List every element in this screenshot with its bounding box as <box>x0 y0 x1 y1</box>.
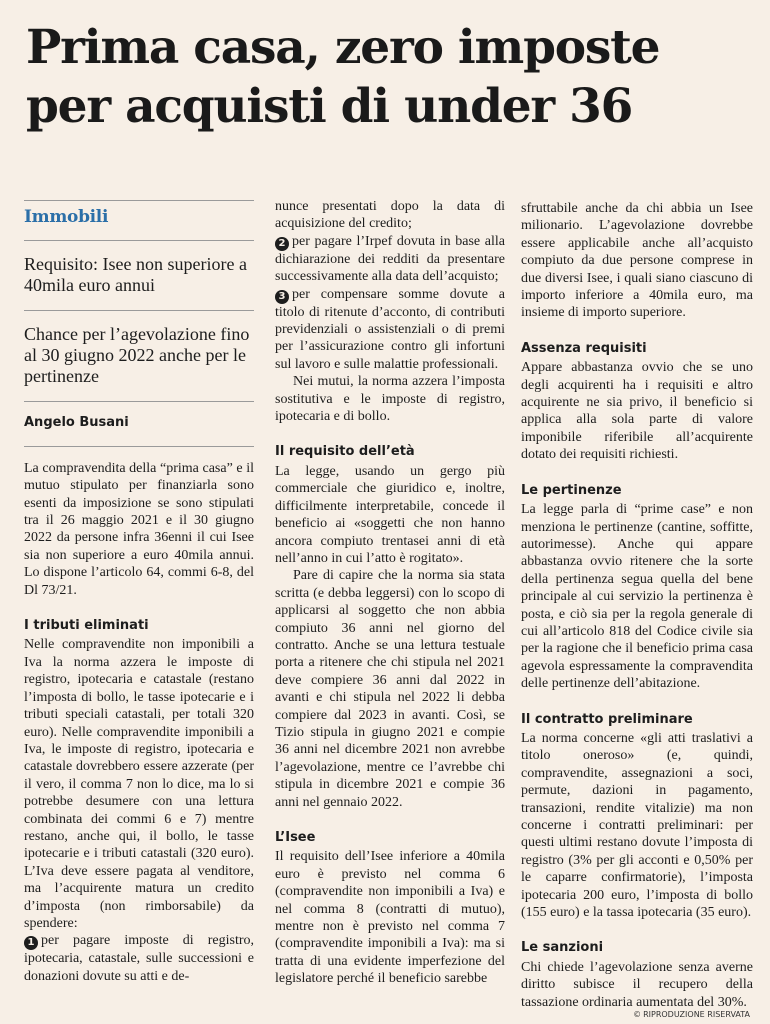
paragraph-preliminare: La norma concerne «gli atti traslativi a titolo oneroso» (e, quindi, compravendite, assegnazioni a soci, permute, dazioni in pagamento, transazioni, rendite vitalizie) ma non concerne i contratti preliminari: per questi ultimi restano dovute l’imposta di registro (3% per gli acconti e 0,50% per le caparre confirmatorie), l’imposta ipotecaria 200 euro, l’imposta di bollo (155 euro) e la tassa ipotecaria (35 euro). <box>521 730 753 921</box>
list-item-1 <box>24 932 254 985</box>
number-1-icon: 1 <box>24 936 38 950</box>
paragraph-assenza: Appare abbastanza ovvio che se uno degli acquirenti ha i requisiti e altro acquirente ne sia privo, il beneficio si applica alla sola parte di valore imponibile riferibile all’acquirente dotato dei requisiti richiesti. <box>521 360 753 463</box>
copyright-text: RIPRODUZIONE RISERVATA <box>643 1010 750 1019</box>
continued-paragraph-3: sfruttabile anche da chi abbia un Isee milionario. L’agevolazione dovrebbe essere applicabile anche all’acquisto compiuto da due persone comprese in due diversi Isee, i quali siano ciascuno di importo inferiore a 40mila euro, ma insieme di importo superiore. <box>521 201 753 321</box>
number-2-icon: 2 <box>275 237 289 251</box>
headline-line-2: per acquisti di under 36 <box>26 79 633 134</box>
paragraph-sanzioni: Chi chiede l’agevolazione senza averne diritto subisce il recupero della tassazione ordinaria aumentata del 30%. <box>521 959 753 1010</box>
copyright-icon: © <box>633 1010 642 1019</box>
list-item-3-text: per compensare somme dovute a titolo di ritenute d’acconto, di contributi previdenziali o assistenziali o di premi per l’assicurazione contro gli infortuni sul lavoro e sulle malattie professionali. <box>275 286 505 372</box>
subhead-preliminare: Il contratto preliminare <box>521 711 693 727</box>
divider <box>24 310 254 311</box>
paragraph-eta: La legge, usando un gergo più commerciale che giuridico e, inoltre, difficilmente interpretabile, concede il beneficio ai «soggetti che non hanno ancora compiuto trentasei anni di età nell’anno in cui l’atto è rogitato». <box>275 463 505 566</box>
paragraph-tributi: Nelle compravendite non imponibili a Iva la norma azzera le imposte di registro, ipotecaria e catastale (restano l’imposta di bollo, le tasse ipotecarie e i tributi speciali catastali, per totali 320 euro). Nelle compravendite imponibili a Iva, le imposte di registro, ipotecaria e catastale dovrebbero essere azzerate (per il vero, il comma 7 non lo dice, ma lo si potrebbe desumere con una lettura combinata dei commi 6 e 7) mentre restano, anche qui, il bollo, le tasse ipotecarie e i tributi catastali (320 euro). L’Iva deve essere pagata al venditore, ma l’acquirente matura un credito d’imposta (non rimborsabile) da spendere: <box>24 637 254 931</box>
continued-paragraph: nunce presentati dopo la data di acquisizione del credito; <box>275 199 505 232</box>
number-3-icon: 3 <box>275 290 289 304</box>
divider <box>24 240 254 241</box>
subhead-tributi: I tributi eliminati <box>24 618 149 634</box>
paragraph-mutui: Nei mutui, la norma azzera l’imposta sostitutiva e le imposte di registro, ipotecaria e di bollo. <box>275 374 505 425</box>
lead-paragraph: La compravendita della “prima casa” e il mutuo stipulato per finanziarla sono esenti da imposizione se sono stipulati tra il 26 maggio 2021 e il 30 giugno 2022 da persone infra 36enni il cui Isee sia non superiore a euro 40mila annui. Lo dispone l’articolo 64, commi 6-8, del Dl 73/21. <box>24 460 254 598</box>
column-1 <box>24 200 254 985</box>
subhead-assenza: Assenza requisiti <box>521 340 647 356</box>
subhead-sanzioni: Le sanzioni <box>521 940 604 956</box>
divider <box>24 401 254 402</box>
paragraph-eta-2: Pare di capire che la norma sia stata scritta (e debba leggersi) con lo scopo di applicarsi al soggetto che non abbia compiuto 36 anni nel giorno del contratto. Anche se una lettura testuale porta a ritenere che chi stipula nel 2021 deve compiere 36 anni dal 2022 in avanti e chi stipula nel 2022 li debba compiere dal 2023 in avanti. Così, se Tizio stipula in giugno 2021 e compie 36 anni nel dicembre 2021 non avrebbe l’agevolazione, mentre ce l’avrebbe chi stipula in dicembre 2021 e compie 36 anni nel gennaio 2022. <box>275 568 505 810</box>
copyright-note <box>633 1010 750 1019</box>
kicker-1: Requisito: Isee non superiore a 40mila euro annui <box>24 254 247 296</box>
subhead-pertinenze: Le pertinenze <box>521 482 622 498</box>
divider <box>24 200 254 201</box>
column-2 <box>275 198 505 988</box>
headline <box>26 18 756 136</box>
section-tag: Immobili <box>24 207 109 227</box>
subhead-isee: L’Isee <box>275 830 316 845</box>
list-item-2-text: per pagare l’Irpef dovuta in base alla dichiarazione dei redditi da presentare successivamente alla data dell’acquisto; <box>275 233 505 285</box>
subhead-eta: Il requisito dell’età <box>275 444 415 460</box>
paragraph-pertinenze: La legge parla di “prime case” e non menziona le pertinenze (cantine, soffitte, autorimesse). Anche qui appare abbastanza ovvio ritenere che la sorte della pertinenza segua quella del bene principale al cui servizio la pertinenza è posta, e ciò sia per la regola generale di cui all’articolo 818 del Codice civile sia per la ragione che il beneficio prima casa agevola espressamente la compravendita delle pertinenze dell’abitazione. <box>521 502 753 692</box>
kicker-2: Chance per l’agevolazione fino al 30 giugno 2022 anche per le pertinenze <box>24 324 250 387</box>
author: Angelo Busani <box>24 415 129 431</box>
paragraph-isee: Il requisito dell’Isee inferiore a 40mila euro è previsto nel comma 6 (compravendite non imponibili a Iva) e nel comma 8 (contratti di mutuo), mentre non è previsto nel comma 7 (compravendite imponibili a Iva): ma si tratta di una evidente imperfezione del legislatore perché il beneficio sarebbe <box>275 849 505 987</box>
divider <box>24 446 254 447</box>
headline-line-1: Prima casa, zero imposte <box>26 20 660 75</box>
column-3 <box>521 200 753 1011</box>
list-item-3 <box>275 286 505 374</box>
list-item-2 <box>275 233 505 286</box>
list-item-1-text: per pagare imposte di registro, ipotecaria, catastale, sulle successioni e donazioni dovute su atti e de- <box>24 933 254 984</box>
